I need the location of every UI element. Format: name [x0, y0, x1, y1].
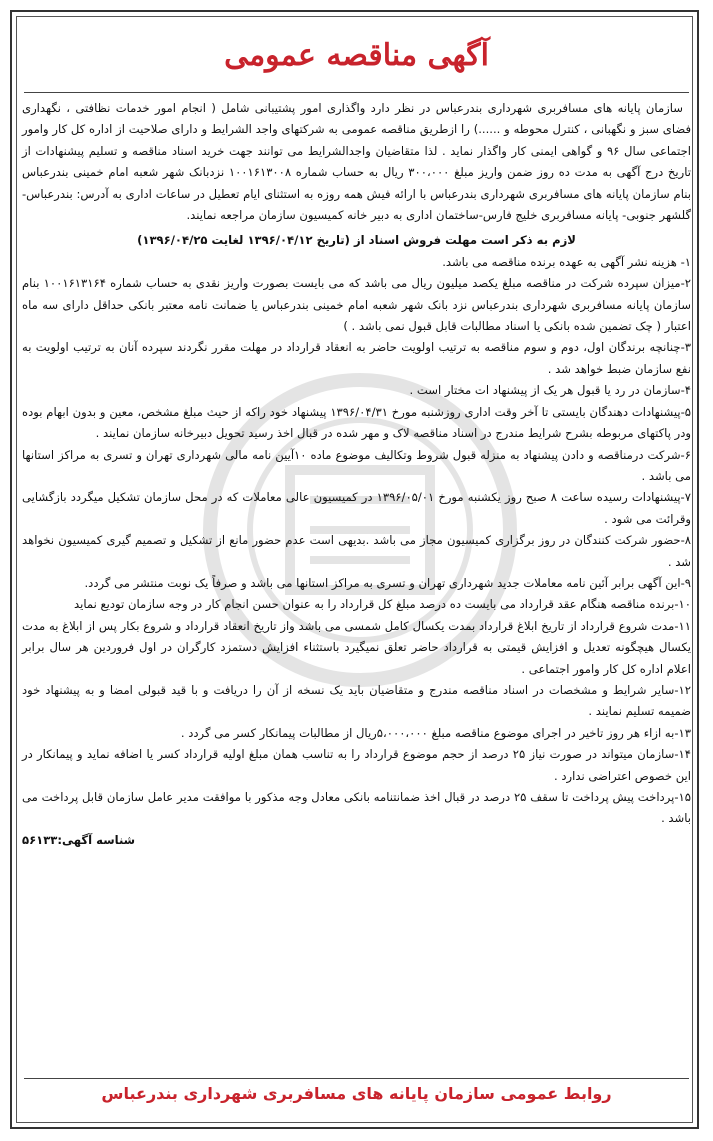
condition-item: ۱۲-سایر شرایط و مشخصات در اسناد مناقصه مندرج و متقاضیان باید یک نسخه از آن را دریافت و با قید قبولی امضا و به پیشنهاد خود ضمیمه تسلیم نمایند .	[22, 682, 691, 719]
condition-item: ۷-پیشنهادات رسیده ساعت ۸ صبح روز یکشنبه مورخ ۱۳۹۶/۰۵/۰۱ در کمیسیون عالی معاملات که در محل سازمان تشکیل میگردد بازگشایی وقرائت می شود .	[22, 490, 691, 526]
page-title: آگهی مناقصه عمومی	[224, 38, 489, 73]
condition-item: ۱۵-پرداخت پیش پرداخت تا سقف ۲۵ درصد در قبال اخذ ضمانتنامه بانکی معادل وجه مذکور با موافقت مدیر عامل سازمان قابل پرداخت می باشد .	[22, 790, 691, 826]
title-divider	[24, 92, 689, 93]
intro-paragraph: سازمان پایانه های مسافربری شهرداری بندرعباس در نظر دارد واگذاری امور پشتیبانی شامل ( انجام امور خدمات نظافتی ، نگهداری فضای سبز و نگهبانی ، کنترل محوطه و ......) را ازطریق مناقصه عمومی به شرکتهای واجد الشرایط و دارای صلاحیت از اداره کل کار وامور اجتماعی سال ۹۶ و گواهی ایمنی کار واگذار نماید . لذا متقاضیان واجدالشرایط می توانند جهت خرید اسناد مناقصه و تسلیم پیشنهادات از تاریخ درج آگهی به مدت ده روز ضمن واریز مبلغ ۳۰۰،۰۰۰ ریال به حساب شماره ۱۰۰۱۶۱۳۰۰۸ نزدبانک شهر شعبه امام خمینی بندرعباس بنام سازمان پایانه های مسافربری شهرداری بندرعباس با ارائه فیش همه روزه به استثنای ایام تعطیل در ساعات اداری به آدرس: بندرعباس-گلشهر جنوبی- پایانه مسافربری خلیج فارس-ساختمان اداری به دبیر خانه کمیسیون سازمان مراجعه نمایند.	[22, 101, 692, 223]
condition-item: ۴-سازمان در رد یا قبول هر یک از پیشنهاد ات مختار است .	[409, 383, 691, 398]
footer-divider	[24, 1078, 689, 1079]
ad-code: شناسه آگهی:۵۶۱۳۳	[22, 832, 136, 847]
condition-item: ۶-شرکت درمناقصه و دادن پیشنهاد به منزله قبول شروط وتکالیف موضوع ماده ۱۰آیین نامه مالی شهرداری تهران و تسری به مراکز استانها می باشد .	[22, 447, 691, 483]
condition-item: ۱۱-مدت شروع قرارداد از تاریخ ابلاغ قرارداد بمدت یکسال کامل شمسی می باشد واز تاریخ انعقاد قرارداد و شروع بکار پس از ابلاغ به مدت یکسال هیچگونه تعدیل و افزایش قیمتی به قرارداد حاضر تعلق نمیگیرد باستثناء افزایش دستمزد کارگران در اول فروردین هر سال برابر اعلام اداره کل کار وامور اجتماعی .	[22, 618, 691, 676]
footer-publisher: روابط عمومی سازمان پایانه های مسافربری شهرداری بندرعباس	[101, 1084, 612, 1103]
condition-item: ۱۴-سازمان میتواند در صورت نیاز ۲۵ درصد از حجم موضوع قرارداد را به تناسب همان مبلغ اولیه قرارداد کسر یا اضافه نماید و پیمانکار در این خصوص اعتراضی ندارد .	[22, 747, 691, 783]
condition-item: ۳-چنانچه برندگان اول، دوم و سوم مناقصه به ترتیب اولویت حاضر به انعقاد قرارداد در مهلت مقرر نگردند سپرده آنان به ترتیب اولویت به نفع سازمان ضبط خواهد شد .	[22, 340, 691, 376]
condition-item: ۸-حضور شرکت کنندگان در روز برگزاری کمیسیون مجاز می باشد .بدیهی است عدم حضور مانع از تشکیل و تصمیم گیری کمیسیون نخواهد شد .	[22, 533, 691, 569]
condition-item: ۲-میزان سپرده شرکت در مناقصه مبلغ یکصد میلیون ریال می باشد که می بایست بصورت واریز نقدی به حساب شماره ۱۰۰۱۶۱۳۱۶۴ بنام سازمان پایانه مسافربری شهرداری بندرعباس نزد بانک شهر شعبه امام خمینی بندرعباس یا ضمانت نامه معتبر بانکی حداقل دارای سه ماه اعتبار ( چک تضمین شده بانکی یا اسناد مطالبات قابل قبول نمی باشد . )	[22, 276, 692, 334]
condition-item: ۱۳-به ازاء هر روز تاخیر در اجرای موضوع مناقصه مبلغ ۵،۰۰۰،۰۰۰ریال از مطالبات پیمانکار کسر می گردد .	[180, 725, 691, 740]
condition-item: ۹-این آگهی برابر آئین نامه معاملات جدید شهرداری تهران و تسری به مراکز استانها می باشد و صرفاً یک نوبت منتشر می گردد.	[84, 575, 691, 590]
condition-item: ۱۰-برنده مناقصه هنگام عقد قرارداد می بایست ده درصد مبلغ کل قرارداد را به عنوان حسن انجام کار در وجه سازمان تودیع نماید	[74, 597, 691, 612]
last-item-row	[22, 787, 691, 830]
condition-item: ۵-پیشنهادات دهندگان بایستی تا آخر وقت اداری روزشنبه مورخ ۱۳۹۶/۰۴/۳۱ پیشنهاد خود راکه از حیث مبلغ مشخص، معین و بدون ابهام بوده ودر پاکتهای مربوطه بشرح شرایط مندرج در اسناد مناقصه لاک و مهر شده در قبال اخذ رسید تحویل دبیرخانه سازمان نمایند .	[22, 404, 691, 441]
condition-item: ۱- هزینه نشر آگهی به عهده برنده مناقصه می باشد.	[442, 254, 691, 269]
notice-body	[22, 98, 691, 851]
sale-deadline: لازم به ذکر است مهلت فروش اسناد از (تاریخ ۱۳۹۶/۰۴/۱۲ لغایت ۱۳۹۶/۰۴/۲۵)	[137, 233, 576, 248]
ad-code-row	[22, 830, 691, 851]
